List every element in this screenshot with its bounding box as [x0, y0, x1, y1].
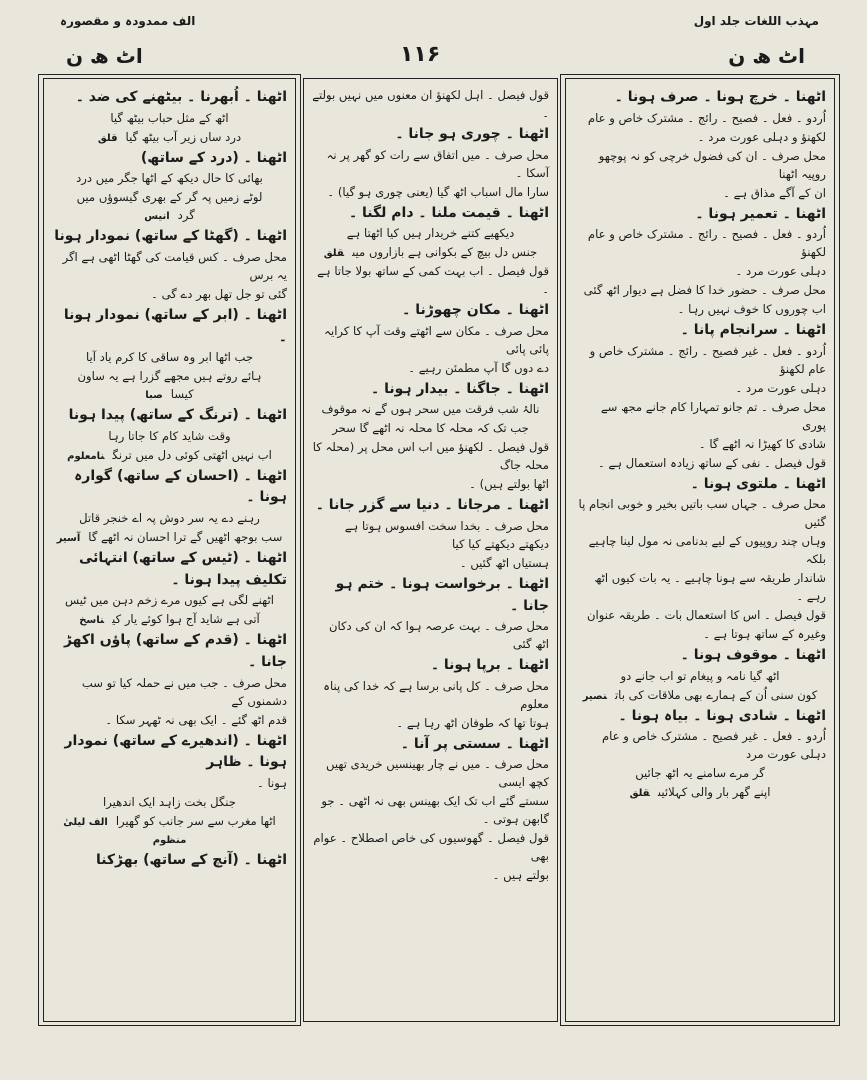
line-text: اٹھنا ۔ مکان چھوڑنا ۔ — [402, 302, 549, 319]
entry-headword — [52, 731, 287, 774]
entry-text — [312, 147, 549, 183]
line-text: سب بوجھ اٹھیں گے ترا احسان نہ اٹھے گا — [88, 530, 283, 545]
line-text: محل صرف ۔ بخدا سخت افسوس ہوتا ہے دیکھتے دیکھتے کیا کیا — [344, 518, 549, 551]
line-text: ہوتا تھا کہ طوفان اٹھ رہا ہے ۔ — [396, 715, 549, 730]
entry-text — [312, 830, 549, 866]
line-text: قول فیصل ۔ اب بہت کمی کے ساتھ بولا جاتا ہے ۔ — [317, 264, 549, 297]
entry-text — [574, 263, 826, 281]
line-text: اٹھنا ۔ مرجانا ۔ دنیا سے گزر جانا ۔ — [315, 497, 549, 514]
line-text: جنگل بخت زاہد ایک اندھیرا — [103, 794, 236, 809]
line-text: شادی کا کھیڑا نہ اٹھے گا ۔ — [698, 436, 826, 451]
line-text: اُردو ۔ فعل ۔ غیر فصیح ۔ مشترک خاص و عام دہلی عورت مرد — [601, 729, 826, 762]
entry-text — [312, 263, 549, 299]
entry-text — [52, 712, 287, 730]
line-text: اٹھنا ۔ (احسان کے ساتھ) گوارہ ہونا ۔ — [74, 467, 287, 506]
line-text: اب چوروں کا خوف نہیں رہا ۔ — [677, 302, 826, 317]
line-text: اب نہیں اٹھتی کوئی دل میں ترنگ — [112, 447, 272, 462]
entry-headword — [52, 405, 287, 427]
line-text: اٹھنا ۔ (درد کے ساتھ) — [140, 149, 287, 166]
entry-text — [574, 226, 826, 262]
line-text: محل صرف ۔ جہاں سب باتیں بخیر و خوبی انجام پا گئیں — [578, 497, 826, 530]
line-text: سارا مال اسباب اٹھ گیا (یعنی چوری ہو گیا) ۔ — [327, 184, 549, 199]
line-text: اٹھنا ۔ (گھٹا کے ساتھ) نمودار ہونا — [54, 228, 287, 245]
line-text: اٹھنا ۔ (اندھیرے کے ساتھ) نمودار ہونا ۔ ظاہر — [64, 732, 287, 771]
line-text: اٹھنا ۔ (آنچ کے ساتھ) بھڑکنا — [95, 851, 287, 868]
verse-line — [52, 368, 287, 404]
line-text: اٹھنا ۔ چوری ہو جانا ۔ — [395, 125, 549, 142]
line-text: اُردو ۔ فعل ۔ فصیح ۔ رائج ۔ مشترک خاص و عام — [587, 110, 826, 125]
line-text: درد ساں زیر آب بیٹھ گیا — [125, 129, 242, 144]
entry-headword — [574, 474, 826, 496]
line-text: محل صرف ۔ تم جانو تمہارا کام جانے مجھ سے پوری — [600, 399, 826, 432]
entry-headword — [52, 148, 287, 170]
line-text: اٹھنا ۔ (قدم کے ساتھ) پاؤں اکھڑ جانا ۔ — [63, 632, 287, 671]
running-head-right: اٹ ھ ن — [728, 44, 805, 68]
entry-text — [574, 148, 826, 184]
poet-name: الف لیلیٰ منظوم — [63, 816, 187, 846]
entry-headword — [312, 300, 549, 322]
entry-text — [312, 555, 549, 573]
line-text: سستے گئے اب تک ایک بھینس بھی نہ اٹھی ۔ جو گابھن ہوتی ۔ — [321, 794, 549, 827]
entry-text — [574, 626, 826, 644]
line-text: اٹھ گیا نامہ و پیغام تو اب جانے دو — [620, 668, 780, 683]
verse-line — [52, 428, 287, 446]
line-text: اٹھنا ۔ خرچ ہونا ۔ صرف ہونا ۔ — [614, 89, 826, 105]
line-text: بولتے ہیں ۔ — [492, 868, 549, 883]
line-text: اٹھنا ۔ ملتوی ہونا ۔ — [690, 475, 826, 492]
entry-headword — [312, 655, 549, 677]
line-text: ہستیاں اٹھ گئیں ۔ — [459, 555, 549, 570]
line-text: جب تک کہ محلہ کا محلہ نہ اٹھے گا سحر — [332, 421, 529, 436]
line-text: اٹھ کے مثل حباب بیٹھ گیا — [110, 110, 229, 125]
entry-text — [52, 249, 287, 285]
entry-text — [312, 678, 549, 714]
entry-headword — [312, 379, 549, 401]
line-text: لکھنؤ و دہلی عورت مرد ۔ — [697, 129, 826, 144]
entry-text — [574, 185, 826, 203]
page-number: ۱۱۶ — [400, 42, 441, 67]
line-text: اٹھنا ۔ (ترنگ کے ساتھ) پیدا ہونا — [68, 407, 287, 424]
verse-line — [312, 244, 549, 262]
poet-name: آسیر — [56, 533, 81, 545]
running-head-left: اٹ ھ ن — [66, 44, 143, 68]
line-text: گئی تو جل تھل بھر دے گی ۔ — [151, 286, 287, 301]
line-text: قول فیصل ۔ اہل لکھنؤ ان معنوں میں نہیں بولتے ۔ — [312, 88, 549, 120]
line-text: قول فیصل ۔ لکھنؤ میں اب اس محل پر (محلہ کا محلہ جاگ — [312, 440, 549, 473]
line-text: اٹھنا ۔ (ابر کے ساتھ) نمودار ہونا ۔ — [63, 306, 287, 345]
entry-headword — [312, 574, 549, 617]
line-text: اٹھنا ۔ اُبھرنا ۔ بیٹھنے کی ضد ۔ — [75, 89, 287, 105]
line-text: شاندار طریقہ سے ہونا چاہیے ۔ یہ بات کیوں اٹھ رہے ۔ — [594, 571, 826, 604]
verse-line — [52, 189, 287, 225]
poet-name: صبا — [145, 390, 163, 402]
entry-text — [312, 476, 549, 494]
section-title: الف ممدودہ و مقصورہ — [60, 14, 196, 28]
verse-line — [312, 420, 549, 438]
entry-headword — [312, 734, 549, 756]
entry-headword — [574, 87, 826, 109]
verse-line — [574, 784, 826, 802]
entry-text — [312, 87, 549, 123]
book-title: مہذب اللغات جلد اول — [693, 14, 819, 28]
verse-line — [52, 349, 287, 367]
line-text: لوٹے زمیں پہ گر کے بھری گیسوؤں میں گرد — [76, 190, 263, 223]
entry-text — [312, 323, 549, 359]
line-text: دے دوں گا آپ مطمئن رہیے ۔ — [408, 360, 549, 375]
entry-headword — [574, 706, 826, 728]
line-text: نالۂ شب فرقت میں سحر ہوں گے نہ موقوف — [321, 402, 540, 417]
line-text: اٹھنا ۔ برپا ہونا ۔ — [430, 657, 549, 674]
verse-line — [52, 510, 287, 528]
entry-text — [574, 343, 826, 379]
verse-line — [52, 170, 287, 188]
entry-text — [312, 867, 549, 885]
verse-line — [52, 592, 287, 610]
line-text: رہنے دے یہ سر دوش پہ اے خنجر قاتل — [79, 511, 260, 526]
entry-text — [574, 380, 826, 398]
entry-headword — [52, 305, 287, 348]
line-text: محل صرف ۔ بہت عرصہ ہوا کہ ان کی دکان اٹھ گئی — [328, 619, 549, 652]
left-column — [43, 78, 296, 1022]
line-text: اٹھا مغرب سے سر جانب کو گھیرا — [115, 813, 276, 828]
line-text: اپنے گھر بار والی کہلائیں — [657, 785, 771, 800]
entry-text — [574, 496, 826, 532]
entry-headword — [52, 87, 287, 109]
entry-text — [52, 675, 287, 711]
verse-line — [52, 110, 287, 128]
entry-text — [574, 129, 826, 147]
entry-headword — [52, 466, 287, 509]
line-text: دہلی عورت مرد ۔ — [735, 264, 826, 279]
verse-line — [52, 813, 287, 849]
line-text: کون سنی اُن کے ہمارے بھی ملاقات کی بات — [614, 687, 818, 702]
verse-line — [574, 668, 826, 686]
line-text: قدم اٹھ گئے ۔ ایک بھی نہ ٹھہر سکا ۔ — [105, 712, 287, 727]
line-text: محل صرف ۔ کس قیامت کی گھٹا اٹھی ہے اگر یہ برس — [62, 249, 287, 282]
verse-line — [312, 401, 549, 419]
entry-text — [574, 399, 826, 435]
verse-line — [52, 611, 287, 629]
line-text: قول فیصل ۔ گھوسیوں کی خاص اصطلاح ۔ عوام بھی — [313, 831, 549, 864]
middle-column — [303, 78, 558, 1022]
entry-text — [574, 533, 826, 569]
entry-text — [312, 715, 549, 733]
entry-text — [312, 793, 549, 829]
entry-headword — [52, 548, 287, 591]
line-text: وقت شاید کام کا جاتا رہا — [108, 428, 231, 443]
verse-line — [52, 794, 287, 812]
entry-text — [574, 282, 826, 300]
line-text: قول فیصل ۔ نفی کے ساتھ زیادہ استعمال ہے ۔ — [597, 455, 826, 470]
line-text: محل صرف ۔ میں نے چار بھینسیں خریدی تھیں کچھ ایسی — [326, 757, 549, 790]
line-text: محل صرف ۔ حضور خدا کا فضل ہے دیوار اٹھ گئی — [583, 283, 826, 298]
line-text: اٹھنا ۔ سرانجام پانا ۔ — [680, 322, 826, 339]
poet-name: قلق — [323, 248, 345, 260]
entry-headword — [574, 320, 826, 342]
line-text: دہلی عورت مرد ۔ — [735, 380, 826, 395]
line-text: جب اٹھا ابر وہ ساقی کا کرم یاد آیا — [85, 350, 254, 365]
poet-name: ناسخ — [79, 615, 105, 627]
verse-line — [312, 225, 549, 243]
entry-text — [52, 775, 287, 793]
line-text: اٹھا بولتے ہیں) ۔ — [469, 477, 549, 492]
line-text: آتی ہے شاید آج ہوا کوئے یار کی — [112, 612, 260, 627]
right-column — [565, 78, 835, 1022]
line-text: جنس دل بیچ کے بکوانی ہے بازاروں میں — [352, 245, 538, 260]
line-text: محل صرف ۔ مکان سے اٹھتے وقت آپ کا کرایہ پائی پائی — [324, 323, 549, 356]
entry-text — [574, 607, 826, 625]
line-text: دیکھیے کتنے خریدار ہیں کیا اٹھتا ہے — [346, 226, 515, 241]
entry-text — [574, 570, 826, 606]
entry-text — [574, 728, 826, 764]
line-text: محل صرف ۔ میں اتفاق سے رات کو گھر پر نہ آسکا ۔ — [326, 147, 549, 180]
line-text: بھائی کا حال دیکھ کے اٹھا جگر میں درد — [76, 171, 263, 186]
line-text: اٹھنا ۔ سستی پر آنا ۔ — [400, 735, 549, 752]
line-text: اٹھنا ۔ (ٹیس کے ساتھ) انتہائی تکلیف پیدا ہونا ۔ — [79, 550, 287, 588]
verse-line — [52, 529, 287, 547]
line-text: اُردو ۔ فعل ۔ فصیح ۔ رائج ۔ مشترک خاص و عام لکھنؤ — [587, 227, 826, 260]
entry-headword — [52, 630, 287, 673]
poet-name: قلق — [629, 788, 650, 800]
line-text: قول فیصل ۔ اس کا استعمال بات ۔ طریقہ عنوان — [586, 608, 826, 623]
line-text: وغیرہ کے ساتھ ہوتا ہے ۔ — [703, 627, 826, 641]
entry-text — [574, 436, 826, 454]
verse-line — [574, 687, 826, 705]
line-text: محل صرف ۔ کل پانی برسا ہے کہ خدا کی پناہ معلوم — [323, 678, 549, 711]
entry-text — [574, 110, 826, 128]
line-text: ان کے آگے مذاق ہے ۔ — [723, 185, 826, 200]
entry-headword — [574, 204, 826, 226]
entry-headword — [312, 124, 549, 146]
entry-headword — [52, 226, 287, 248]
line-text: اٹھنا ۔ برخواست ہونا ۔ ختم ہو جانا ۔ — [335, 575, 549, 614]
entry-headword — [312, 203, 549, 225]
entry-headword — [312, 495, 549, 517]
line-text: اُردو ۔ فعل ۔ غیر فصیح ۔ رائج ۔ مشترک خاص و عام لکھنؤ — [589, 343, 826, 376]
line-text: اٹھنے لگی ہے کیوں مرے زخم دہن میں ٹیس — [65, 593, 274, 608]
line-text: اٹھنا ۔ جاگنا ۔ بیدار ہونا ۔ — [371, 380, 549, 397]
entry-text — [52, 286, 287, 304]
entry-text — [574, 301, 826, 319]
line-text: محل صرف ۔ ان کی فضول خرچی کو نہ پوچھو روپیہ اٹھنا — [598, 148, 826, 181]
entry-text — [312, 439, 549, 475]
entry-text — [312, 360, 549, 378]
poet-name: قلق — [97, 132, 118, 144]
poet-name: انیس — [144, 211, 170, 223]
entry-text — [312, 518, 549, 554]
line-text: محل صرف ۔ جب میں نے حملہ کیا تو سب دشمنوں کے — [81, 675, 287, 708]
line-text: اٹھنا ۔ قیمت ملنا ۔ دام لگنا ۔ — [348, 204, 549, 221]
line-text: اٹھنا ۔ تعمیر ہونا ۔ — [695, 205, 826, 222]
poet-name: نامعلوم — [67, 450, 105, 462]
line-text: گر مرے سامنے یہ اٹھ جائیں — [635, 766, 765, 781]
line-text: ہونا ۔ — [256, 776, 287, 790]
poet-name: نصیر — [582, 690, 607, 702]
line-text: ہائے روتے ہیں مجھے گزرا ہے یہ ساون کیسا — [77, 369, 262, 402]
entry-headword — [52, 850, 287, 872]
entry-text — [312, 184, 549, 202]
entry-text — [312, 618, 549, 654]
line-text: اٹھنا ۔ شادی ہونا ۔ بیاہ ہونا ۔ — [618, 707, 826, 724]
entry-text — [312, 756, 549, 792]
line-text: اٹھنا ۔ موقوف ہونا ۔ — [680, 646, 826, 663]
entry-headword — [574, 645, 826, 667]
entry-text — [574, 455, 826, 473]
verse-line — [52, 129, 287, 147]
line-text: وہاں چند روپیوں کے لیے بدنامی نہ مول لینا چاہیے بلکہ — [588, 534, 826, 567]
verse-line — [574, 765, 826, 783]
verse-line — [52, 447, 287, 465]
